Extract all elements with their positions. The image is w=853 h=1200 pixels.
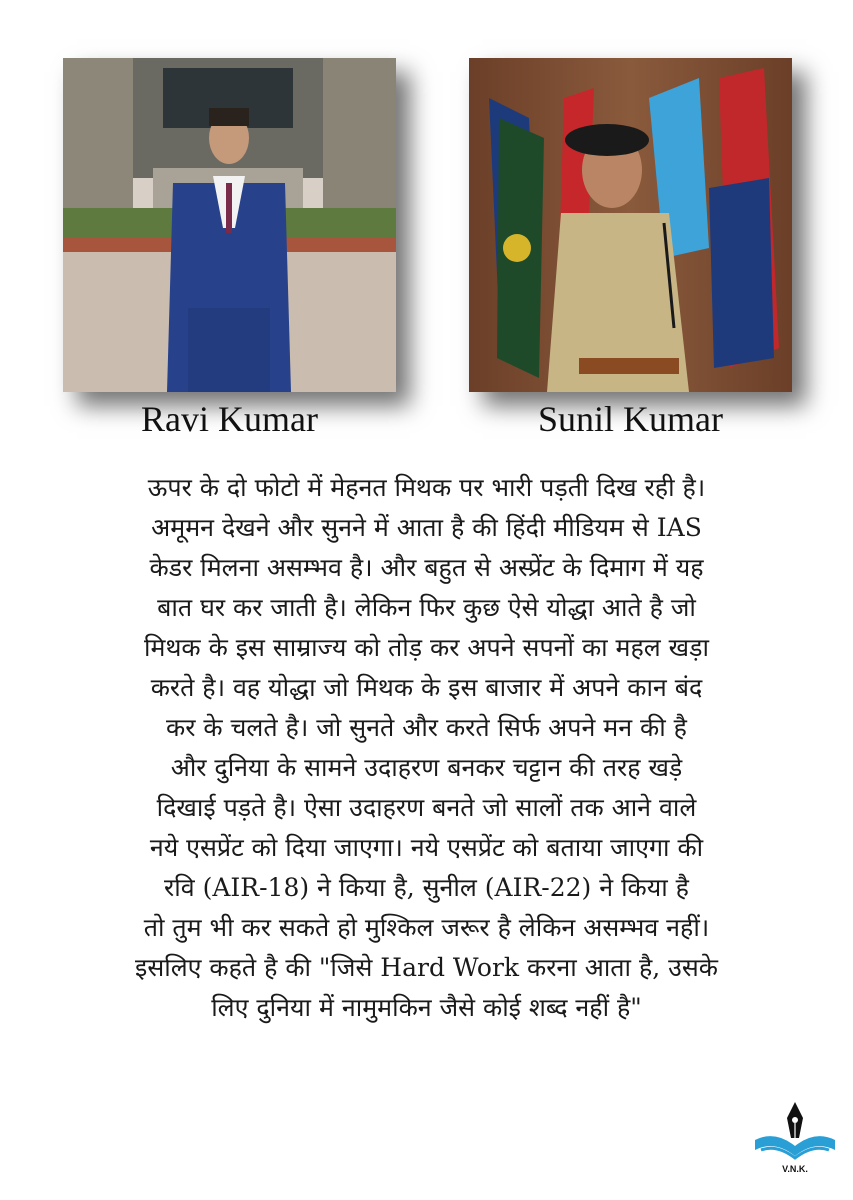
- article-line: ऊपर के दो फोटो में मेहनत मिथक पर भारी पड़ती दिख रही है।: [147, 473, 706, 502]
- article-line: बात घर कर जाती है। लेकिन फिर कुछ ऐसे योद्धा आते है जो: [157, 593, 696, 622]
- caption-ravi-kumar: Ravi Kumar: [141, 399, 318, 439]
- article-line: अमूमन देखने और सुनने में आता है की हिंदी मीडियम से IAS: [151, 513, 702, 542]
- article-line: दिखाई पड़ते है। ऐसा उदाहरण बनते जो सालों तक आने वाले: [156, 793, 697, 822]
- caption-sunil-kumar: Sunil Kumar: [538, 399, 723, 439]
- article-line: और दुनिया के सामने उदाहरण बनकर चट्टान की तरह खड़े: [170, 753, 683, 782]
- article-line: रवि (AIR-18) ने किया है, सुनील (AIR-22) ने किया है: [164, 873, 689, 902]
- pen-book-icon: [747, 1098, 843, 1164]
- article-text: [60, 468, 793, 1028]
- vnk-logo: [747, 1098, 843, 1180]
- photo-ravi-kumar: [63, 58, 396, 392]
- article-line: नये एसप्रेंट को दिया जाएगा। नये एसप्रेंट को बताया जाएगा की: [149, 833, 704, 862]
- photo-sunil-kumar: [469, 58, 792, 392]
- article-line: तो तुम भी कर सकते हो मुश्किल जरूर है लेकिन असम्भव नहीं।: [143, 913, 710, 942]
- photo-sunil-image: [469, 58, 792, 392]
- article-line: कर के चलते है। जो सुनते और करते सिर्फ अपने मन की है: [166, 713, 687, 742]
- logo-text: V.N.K.: [782, 1164, 808, 1174]
- article-line: करते है। वह योद्धा जो मिथक के इस बाजार में अपने कान बंद: [150, 673, 703, 702]
- article-line: इसलिए कहते है की "जिसे Hard Work करना आता है, उसके: [135, 953, 718, 982]
- article-line: मिथक के इस साम्राज्य को तोड़ कर अपने सपनों का महल खड़ा: [144, 633, 709, 662]
- article-line: लिए दुनिया में नामुमकिन जैसे कोई शब्द नहीं है": [211, 993, 642, 1022]
- photo-ravi-image: [63, 58, 396, 392]
- article-line: केडर मिलना असम्भव है। और बहुत से अस्प्रेंट के दिमाग में यह: [149, 553, 704, 582]
